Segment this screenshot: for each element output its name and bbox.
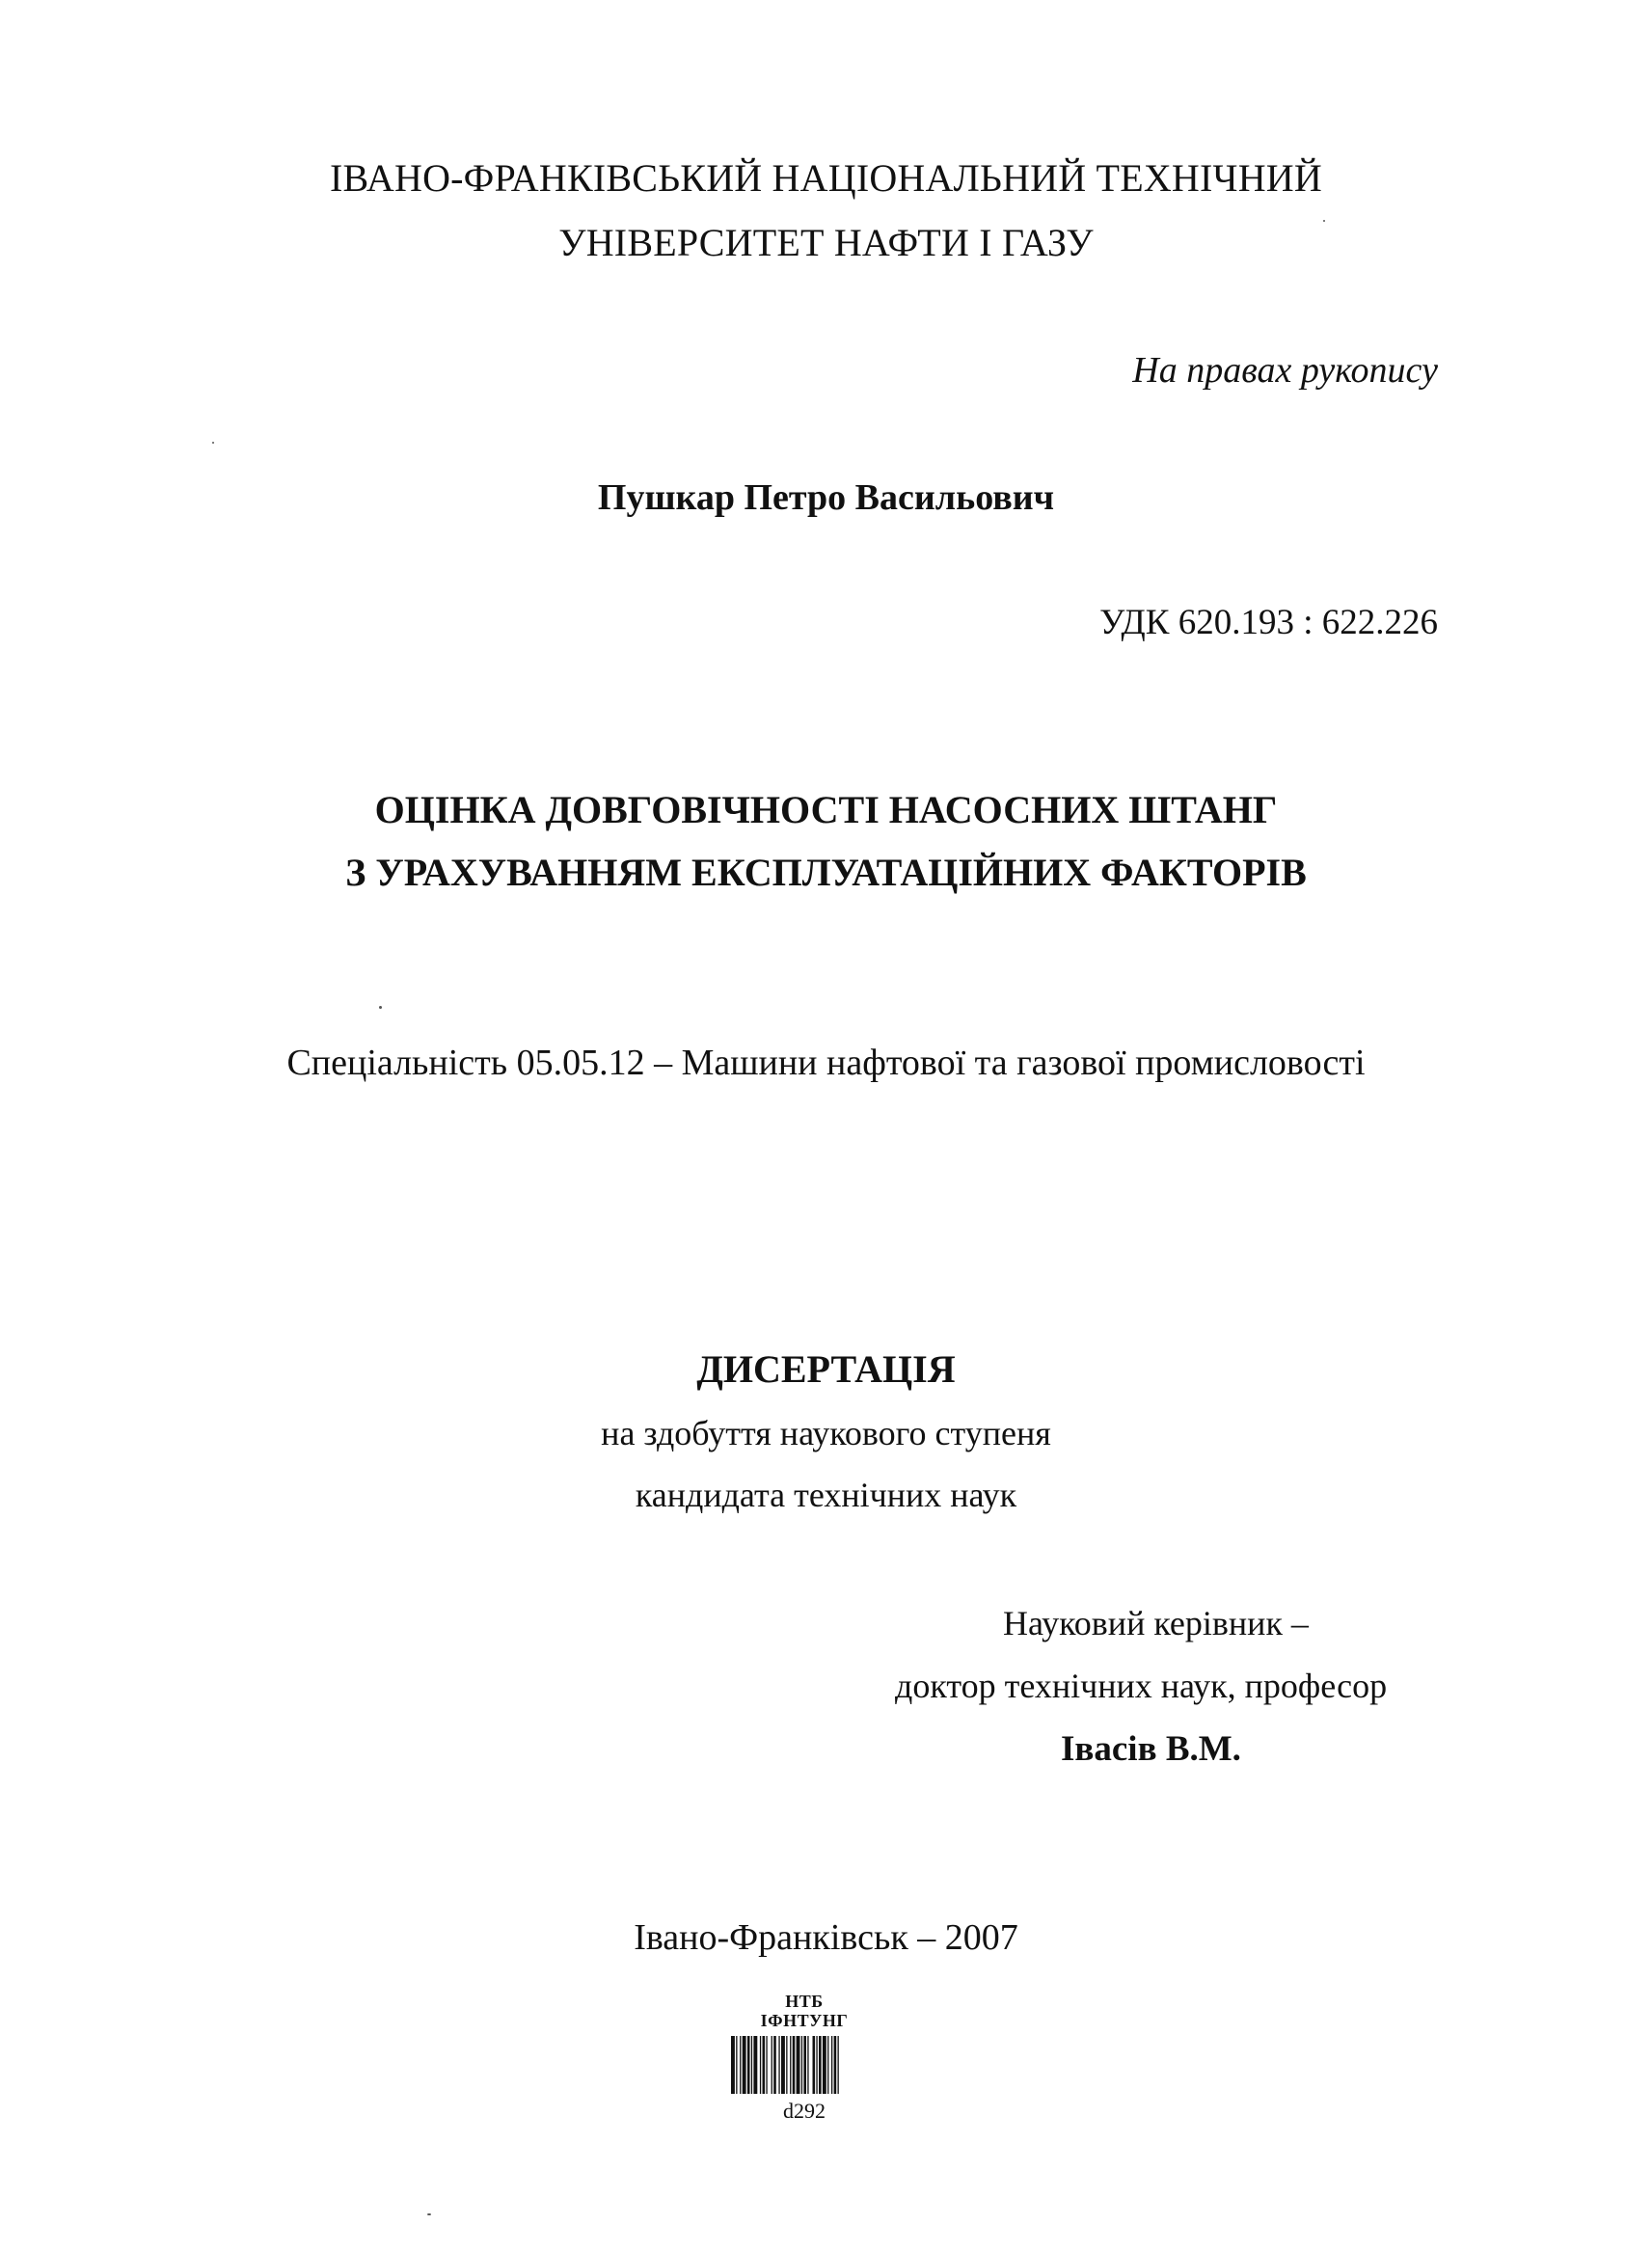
barcode-bar xyxy=(753,2036,757,2094)
barcode-bar xyxy=(803,2036,806,2094)
barcode-bar xyxy=(813,2036,816,2094)
manuscript-note: На правах рукопису xyxy=(1132,350,1438,391)
barcode-bar xyxy=(766,2036,767,2094)
city-year: Івано-Франківськ – 2007 xyxy=(634,1917,1018,1958)
thesis-title-line2: З УРАХУВАННЯМ ЕКСПЛУАТАЦІЙНИХ ФАКТОРІВ xyxy=(345,851,1307,894)
udc-code: УДК 620.193 : 622.226 xyxy=(1099,603,1438,642)
dissertation-degree-line2: кандидата технічних наук xyxy=(635,1476,1017,1514)
barcode-bar xyxy=(760,2036,761,2094)
barcode-bar xyxy=(834,2036,837,2094)
stamp-library-abbr: НТБ xyxy=(785,1992,824,2011)
scan-speck xyxy=(427,2213,431,2215)
barcode-bar xyxy=(731,2036,735,2094)
barcode-icon xyxy=(729,2034,880,2096)
supervisor-name: Івасів В.М. xyxy=(1061,1729,1241,1769)
barcode-bar xyxy=(816,2036,817,2094)
scan-speck xyxy=(379,1006,382,1009)
thesis-title-line1: ОЦІНКА ДОВГОВІЧНОСТІ НАСОСНИХ ШТАНГ xyxy=(374,788,1278,831)
barcode-bar xyxy=(747,2036,750,2094)
barcode-bar xyxy=(740,2036,741,2094)
barcode-bar xyxy=(773,2036,776,2094)
dissertation-heading: ДИСЕРТАЦІЯ xyxy=(696,1347,956,1391)
supervisor-degree: доктор технічних наук, професор xyxy=(895,1667,1388,1705)
author-name: Пушкар Петро Васильович xyxy=(597,477,1055,518)
barcode-bar xyxy=(793,2036,796,2094)
barcode-bar xyxy=(743,2036,746,2094)
barcode-bar xyxy=(831,2036,832,2094)
barcode-bar xyxy=(790,2036,791,2094)
barcode-bar xyxy=(807,2036,808,2094)
library-stamp xyxy=(727,1992,881,2123)
supervisor-label: Науковий керівник – xyxy=(1003,1604,1309,1642)
barcode-bar xyxy=(751,2036,752,2094)
scan-speck xyxy=(1323,220,1325,222)
university-name-line2: УНІВЕРСИТЕТ НАФТИ І ГАЗУ xyxy=(558,221,1094,264)
barcode-bar xyxy=(823,2036,826,2094)
stamp-university-abbr: ІФНТУНГ xyxy=(760,2011,849,2030)
stamp-code: d292 xyxy=(783,2099,826,2123)
barcode-bar xyxy=(797,2036,800,2094)
barcode-bar xyxy=(819,2036,822,2094)
barcode-bar xyxy=(763,2036,766,2094)
university-name-line1: ІВАНО-ФРАНКІВСЬКИЙ НАЦІОНАЛЬНИЙ ТЕХНІЧНИЙ xyxy=(330,156,1322,200)
speciality-line: Спеціальність 05.05.12 – Машини нафтової та газової промисловості xyxy=(286,1043,1366,1083)
barcode-bar xyxy=(778,2036,779,2094)
barcode-bar xyxy=(827,2036,828,2094)
scan-speck xyxy=(212,442,214,444)
barcode-bar xyxy=(786,2036,787,2094)
barcode-bar xyxy=(838,2036,839,2094)
barcode-bar xyxy=(781,2036,785,2094)
dissertation-degree-line1: на здобуття наукового ступеня xyxy=(601,1414,1051,1452)
barcode-bar xyxy=(736,2036,737,2094)
barcode-bar xyxy=(801,2036,802,2094)
